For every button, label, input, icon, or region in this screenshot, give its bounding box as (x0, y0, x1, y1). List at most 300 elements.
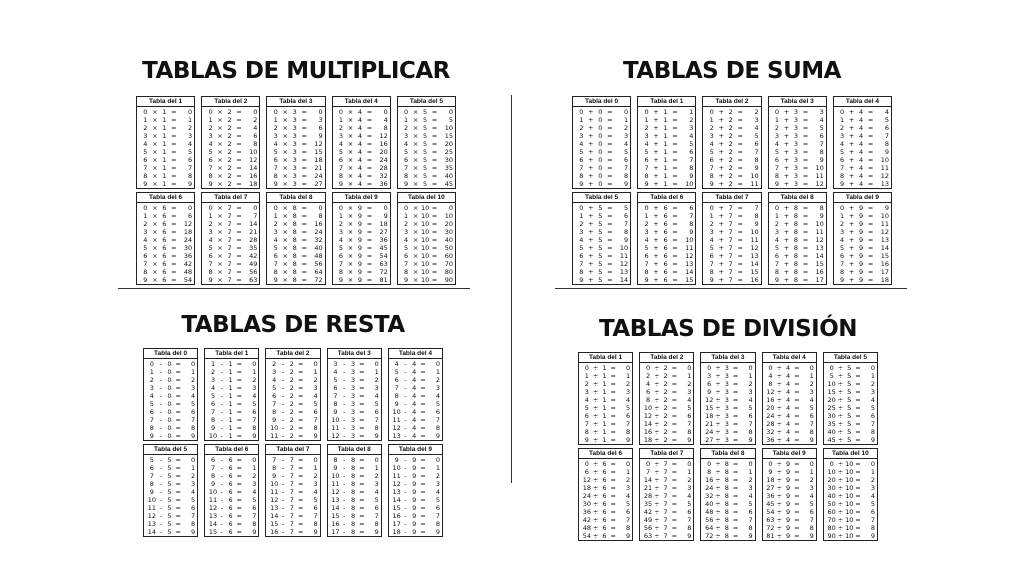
table-cell: - (343, 488, 346, 496)
table-cell: 15 (208, 528, 218, 536)
table-cell: + (588, 164, 594, 172)
table-card-title: Tabla del 9 (389, 445, 442, 455)
table-row (269, 236, 322, 244)
table-row (391, 400, 440, 408)
table-cell: = (732, 484, 739, 492)
table-cell: 2 (840, 220, 845, 228)
table-cell: = (672, 108, 678, 116)
table-cell: 1 (208, 212, 213, 220)
table-row (139, 116, 192, 124)
table-cell: 3 (292, 132, 297, 140)
table-cell: - (220, 496, 223, 504)
table-row (330, 512, 379, 520)
table-row (705, 244, 758, 252)
table-row (765, 524, 814, 532)
table-cell: 4 (412, 360, 417, 368)
table-cell: 2 (227, 140, 232, 148)
table-cell: 7 (626, 516, 631, 524)
table-card-title: Tabla del 2 (703, 97, 760, 107)
table-cell: = (732, 428, 739, 436)
table-cell: + (783, 276, 790, 284)
table-row (139, 252, 192, 260)
table-cell: 5 (404, 244, 409, 252)
table-cell: 2 (338, 220, 343, 228)
table-cell: 11 (392, 416, 401, 424)
table-cell: = (171, 108, 177, 116)
table-cell: + (588, 212, 594, 220)
table-cell: 60 (827, 508, 836, 516)
table-row (771, 268, 824, 276)
table-cell: = (607, 172, 613, 180)
table-cell: = (175, 528, 181, 536)
table-cell: 8 (793, 220, 798, 228)
table-cell: 6 (602, 508, 607, 516)
table-row (836, 220, 889, 228)
table-cell: = (175, 416, 181, 424)
table-cell: = (732, 492, 739, 500)
table-row (268, 488, 317, 496)
table-cell: 3 (338, 228, 343, 236)
table-cell: 9 (435, 432, 440, 440)
table-cell: 10 (420, 212, 430, 220)
table-cell: 4 (584, 396, 589, 404)
table-cell: 11 (880, 220, 889, 228)
table-cell: = (867, 252, 874, 260)
table-cell: 6 (774, 252, 779, 260)
table-cell: - (281, 512, 285, 520)
table-cell: - (159, 400, 162, 408)
table-cell: 4 (404, 140, 409, 148)
table-card-rows (579, 363, 632, 444)
table-row (391, 384, 440, 392)
table-row (581, 460, 630, 468)
table-row (391, 496, 440, 504)
table-cell: = (672, 148, 678, 156)
table-cell: ÷ (592, 380, 599, 388)
table-cell: = (671, 500, 678, 508)
table-row (581, 420, 630, 428)
table-cell: + (783, 268, 790, 276)
table-cell: - (159, 376, 162, 384)
table-cell: ÷ (715, 468, 721, 476)
table-card-title: Tabla del 0 (573, 97, 630, 107)
table-cell: 4 (435, 392, 440, 400)
table-cell: 3 (208, 228, 213, 236)
table-row (400, 164, 453, 172)
table-cell: 1 (709, 116, 714, 124)
table-cell: 1 (435, 464, 440, 472)
table-cell: = (366, 116, 373, 124)
table-cell: ÷ (592, 484, 599, 492)
table-cell: 4 (374, 392, 379, 400)
table-cell: 4 (188, 140, 193, 148)
table-cell: 8 (435, 424, 440, 432)
table-cell: 7 (728, 212, 733, 220)
table-cell: 0 (579, 108, 584, 116)
table-cell: ÷ (654, 508, 660, 516)
table-cell: = (737, 108, 743, 116)
table-cell: ÷ (592, 372, 599, 380)
table-card-title: Tabla del 3 (701, 353, 754, 363)
table-row (575, 212, 628, 220)
table-cell: 6 (143, 252, 148, 260)
table-cell: 7 (819, 140, 824, 148)
table-cell: ÷ (776, 484, 782, 492)
table-cell: = (431, 228, 438, 236)
table-cell: 8 (313, 424, 318, 432)
table-cell: 8 (709, 268, 714, 276)
table-cell: 4 (252, 392, 257, 400)
table-row (268, 360, 317, 368)
table-cell: 9 (859, 236, 864, 244)
table-cell: + (718, 156, 724, 164)
table-cell: 4 (412, 384, 417, 392)
table-row (139, 220, 192, 228)
table-cell: - (281, 472, 285, 480)
table-cell: 1 (188, 116, 193, 124)
table-cell: - (220, 512, 223, 520)
table-card-rows (573, 203, 630, 284)
table-row (575, 276, 628, 284)
table-cell: = (171, 252, 177, 260)
table-cell: - (220, 360, 223, 368)
table-row (771, 124, 824, 132)
table-cell: 9 (774, 180, 779, 188)
table-cell: 1 (228, 400, 233, 408)
table-cell: 49 (643, 516, 653, 524)
table-cell: 6 (584, 412, 589, 420)
table-cell: 3 (687, 388, 692, 396)
table-cell: 3 (626, 484, 631, 492)
table-cell: = (420, 520, 426, 528)
table-cell: 32 (766, 428, 775, 436)
table-cell: - (159, 528, 162, 536)
table-cell: 0 (167, 408, 172, 416)
table-cell: = (366, 108, 373, 116)
table-cell: 16 (766, 396, 775, 404)
table-cell: + (588, 244, 594, 252)
table-row (207, 416, 256, 424)
table-cell: 28 (766, 420, 775, 428)
table-cell: 2 (374, 376, 379, 384)
table-cell: = (610, 524, 616, 532)
table-row (330, 480, 379, 488)
table-row (139, 228, 192, 236)
table-cell: 7 (809, 516, 814, 524)
table-cell: 4 (840, 236, 845, 244)
table-cell: 1 (374, 368, 379, 376)
table-cell: 3 (313, 384, 318, 392)
table-cell: 4 (412, 400, 417, 408)
table-cell: 6 (253, 132, 258, 140)
table-cell: 7 (435, 416, 440, 424)
table-cell: 8 (143, 172, 148, 180)
table-row (268, 424, 317, 432)
table-cell: = (301, 164, 307, 172)
table-row (330, 520, 379, 528)
table-cell: 14 (815, 252, 824, 260)
table-cell: 10 (880, 156, 889, 164)
table-cell: = (171, 228, 177, 236)
table-cell: = (420, 456, 426, 464)
table-cell: 10 (249, 148, 258, 156)
table-cell: 0 (598, 140, 603, 148)
table-cell: 12 (815, 180, 824, 188)
table-cell: = (802, 220, 809, 228)
table-card-rows (137, 203, 194, 284)
table-cell: 10 (420, 268, 430, 276)
table-cell: 7 (728, 228, 733, 236)
table-cell: 4 (809, 396, 814, 404)
table-row (269, 148, 322, 156)
table-cell: 9 (357, 204, 362, 212)
table-cell: 1 (252, 464, 257, 472)
table-cell: 0 (768, 460, 773, 468)
table-cell: + (653, 132, 659, 140)
table-cell: 7 (210, 464, 216, 472)
table-cell: 3 (754, 116, 759, 124)
table-cell: 8 (350, 472, 356, 480)
table-cell: 4 (210, 384, 216, 392)
table-row (139, 140, 192, 148)
table-cell: = (867, 124, 874, 132)
table-cell: + (718, 116, 724, 124)
table-cell: = (732, 532, 739, 540)
table-cell: 18 (314, 156, 323, 164)
table-cell: 7 (149, 416, 154, 424)
table-row (575, 268, 628, 276)
table-cell: × (412, 140, 419, 148)
table-cell: × (217, 244, 223, 252)
table-cell: 45 (766, 500, 775, 508)
table-row (268, 512, 317, 520)
table-cell: = (671, 468, 678, 476)
table-row (268, 392, 317, 400)
table-cell: 0 (253, 204, 258, 212)
table-row (391, 376, 440, 384)
table-cell: ÷ (654, 420, 660, 428)
table-cell: 9 (188, 180, 193, 188)
divider-vertical (511, 95, 512, 483)
table-cell: 4 (785, 388, 791, 396)
table-cell: 5 (423, 108, 428, 116)
table-cell: 4 (357, 108, 362, 116)
table-cell: 0 (707, 460, 712, 468)
table-card-rows (640, 459, 693, 540)
table-card (397, 192, 456, 285)
table-cell: = (607, 212, 613, 220)
table-row (771, 260, 824, 268)
table-cell: 6 (884, 124, 889, 132)
table-row (335, 140, 388, 148)
table-row (826, 468, 875, 476)
table-cell: 8 (793, 268, 798, 276)
table-cell: = (610, 436, 616, 444)
table-cell: ÷ (592, 404, 599, 412)
table-cell: - (343, 512, 346, 520)
table-cell: 7 (227, 244, 232, 252)
table-cell: × (152, 252, 158, 260)
table-cell: 0 (167, 400, 172, 408)
table-row (400, 108, 453, 116)
table-cell: = (672, 124, 678, 132)
table-cell: = (171, 164, 177, 172)
table-cell: 5 (423, 148, 428, 156)
table-cell: = (236, 400, 243, 408)
table-cell: 10 (420, 276, 430, 284)
table-cell: - (220, 400, 223, 408)
table-cell: 2 (687, 380, 692, 388)
table-cell: 3 (350, 424, 356, 432)
table-cell: 5 (598, 236, 603, 244)
table-cell: ÷ (654, 388, 660, 396)
table-row (765, 412, 814, 420)
table-cell: 3 (292, 172, 297, 180)
table-cell: 8 (350, 512, 356, 520)
table-cell: = (297, 456, 304, 464)
table-cell: × (347, 260, 354, 268)
table-cell: 0 (748, 460, 753, 468)
table-card (266, 96, 325, 189)
table-cell: 7 (227, 276, 232, 284)
table-cell: 40 (444, 236, 453, 244)
table-cell: = (732, 420, 739, 428)
table-cell: 3 (793, 180, 798, 188)
table-cell: 6 (663, 212, 668, 220)
table-cell: 0 (374, 456, 379, 464)
table-row (391, 504, 440, 512)
table-cell: 8 (191, 520, 196, 528)
table-cell: 8 (143, 268, 148, 276)
table-cell: × (412, 268, 419, 276)
table-card-rows (389, 359, 442, 440)
table-cell: 1 (584, 372, 589, 380)
table-cell: ÷ (837, 500, 844, 508)
table-cell: 16 (331, 520, 340, 528)
table-cell: + (783, 252, 790, 260)
table-cell: 48 (314, 252, 323, 260)
table-row (642, 404, 691, 412)
table-cell: = (171, 172, 177, 180)
table-row (139, 132, 192, 140)
table-row (146, 480, 195, 488)
table-cell: 2 (289, 392, 294, 400)
table-cell: 6 (374, 408, 379, 416)
table-cell: 3 (350, 392, 356, 400)
table-cell: 5 (423, 164, 428, 172)
table-cell: = (855, 476, 861, 484)
table-cell: 28 (379, 164, 388, 172)
table-cell: 6 (338, 156, 343, 164)
table-cell: = (175, 496, 181, 504)
table-row (703, 508, 752, 516)
table-card (332, 96, 391, 189)
table-cell: - (404, 432, 407, 440)
table-row (207, 376, 256, 384)
table-cell: + (783, 236, 790, 244)
table-cell: = (802, 268, 809, 276)
table-cell: 0 (584, 460, 589, 468)
table-cell: 9 (785, 484, 791, 492)
table-cell: = (359, 424, 365, 432)
table-cell: 1 (162, 180, 167, 188)
table-cell: 8 (793, 260, 798, 268)
table-cell: 9 (412, 520, 417, 528)
table-row (207, 400, 256, 408)
table-cell: 7 (289, 528, 294, 536)
table-cell: 5 (709, 244, 714, 252)
table-cell: 18 (766, 476, 775, 484)
table-cell: 5 (598, 276, 603, 284)
table-row (391, 416, 440, 424)
table-card-title: Tabla del 8 (328, 445, 381, 455)
table-cell: = (431, 276, 438, 284)
table-row (400, 228, 453, 236)
table-cell: = (431, 164, 438, 172)
table-row (640, 204, 693, 212)
table-cell: + (588, 236, 594, 244)
table-cell: 4 (859, 116, 864, 124)
table-card-title: Tabla del 1 (137, 97, 194, 107)
table-row (330, 504, 379, 512)
table-cell: 7 (754, 204, 759, 212)
table-cell: 7 (774, 164, 779, 172)
table-cell: 1 (162, 108, 167, 116)
table-cell: 8 (292, 212, 297, 220)
table-cell: ÷ (592, 396, 599, 404)
table-cell: 9 (412, 480, 417, 488)
table-cell: 7 (748, 516, 753, 524)
table-cell: = (301, 132, 307, 140)
table-cell: 4 (785, 428, 791, 436)
table-cell: 9 (272, 472, 277, 480)
table-cell: 2 (663, 404, 668, 412)
table-cell: 4 (774, 236, 779, 244)
table-cell: 7 (191, 512, 196, 520)
table-cell: 5 (847, 380, 852, 388)
table-row (640, 172, 693, 180)
table-cell: 7 (644, 164, 649, 172)
table-cell: 0 (645, 460, 651, 468)
table-cell: 10 (685, 236, 694, 244)
table-cell: 3 (724, 412, 729, 420)
table-cell: 7 (728, 236, 733, 244)
table-cell: 10 (331, 416, 340, 424)
table-row (207, 528, 256, 536)
table-cell: + (783, 124, 790, 132)
table-cell: = (420, 464, 426, 472)
table-cell: = (301, 228, 307, 236)
table-cell: 6 (162, 220, 167, 228)
table-cell: 9 (313, 432, 318, 440)
table-row (771, 236, 824, 244)
table-cell: 40 (314, 244, 323, 252)
table-cell: ÷ (837, 380, 844, 388)
table-cell: = (671, 508, 678, 516)
table-cell: 9 (191, 432, 196, 440)
table-cell: 17 (815, 276, 824, 284)
table-cell: 4 (412, 408, 417, 416)
table-cell: × (347, 132, 354, 140)
table-cell: 10 (815, 220, 824, 228)
table-cell: 7 (809, 420, 814, 428)
table-cell: 2 (435, 376, 440, 384)
table-cell: ÷ (776, 516, 782, 524)
tables-grid-resta (143, 348, 443, 537)
table-card-title: Tabla del 7 (640, 449, 693, 459)
table-cell: 3 (210, 376, 216, 384)
table-cell: 9 (785, 524, 791, 532)
